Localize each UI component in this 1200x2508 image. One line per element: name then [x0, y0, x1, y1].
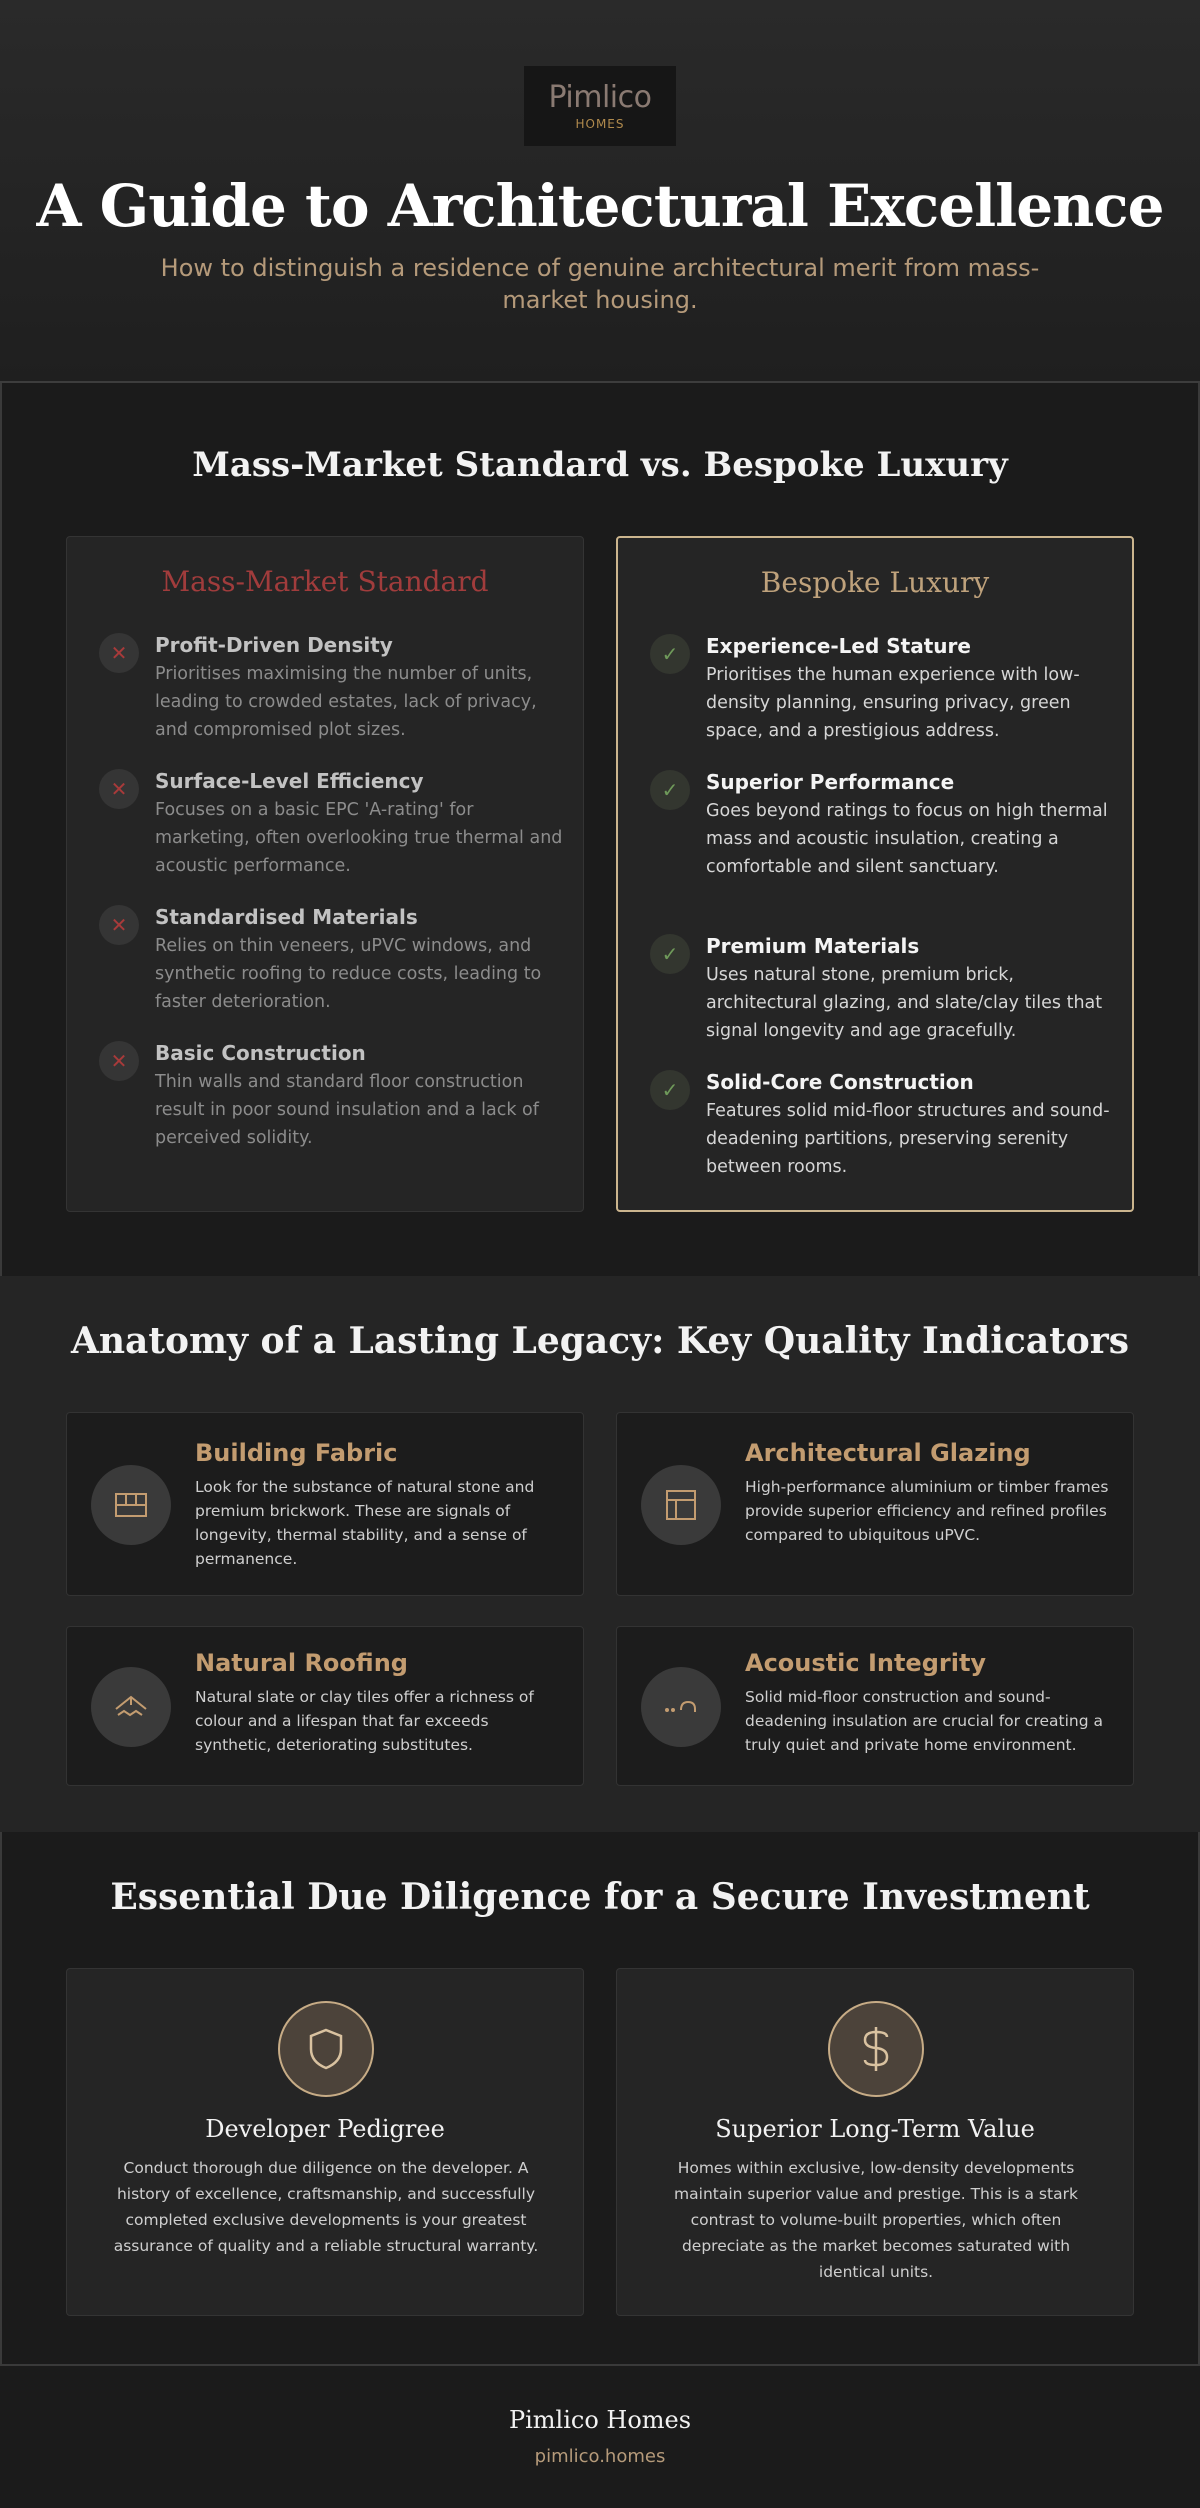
page-title: A Guide to Architectural Excellence — [36, 172, 1164, 240]
bricks-icon — [91, 1465, 171, 1545]
mass-item-body: Focuses on a basic EPC 'A-rating' for marketing, often overlooking true thermal and acoustic performance. — [155, 800, 563, 876]
indicator-card — [66, 1626, 584, 1786]
indicator-title: Architectural Glazing — [745, 1439, 1031, 1467]
indicator-body: Natural slate or clay tiles offer a richness of colour and a lifespan that far exceeds synthetic, deteriorating substitutes. — [195, 1688, 534, 1754]
mass-market-card — [66, 536, 584, 1212]
mass-item-title: Surface-Level Efficiency — [155, 769, 424, 793]
diligence-card-body: Conduct thorough due diligence on the developer. A history of excellence, craftsmanship, and successfully completed exclusive developments is your greatest assurance of quality and a reliable structural warranty. — [113, 2159, 539, 2255]
page-subtitle: How to distinguish a residence of genuine architectural merit from mass-market housing. — [160, 254, 1040, 314]
luxury-item-body: Features solid mid-floor structures and sound-deadening partitions, preserving serenity between rooms. — [706, 1101, 1110, 1177]
mass-market-heading: Mass-Market Standard — [161, 565, 489, 598]
indicator-card — [616, 1412, 1134, 1596]
indicator-body: High-performance aluminium or timber frames provide superior efficiency and refined profiles compared to ubiquitous uPVC. — [745, 1478, 1109, 1544]
luxury-item-title: Superior Performance — [706, 770, 955, 794]
indicator-card — [616, 1626, 1134, 1786]
indicator-body: Look for the substance of natural stone and premium brickwork. These are signals of longevity, thermal stability, and a sense of permanence. — [195, 1478, 535, 1568]
logo[interactable] — [524, 66, 676, 146]
diligence-card-title: Developer Pedigree — [205, 2115, 445, 2143]
mass-item-title: Profit-Driven Density — [155, 633, 393, 657]
indicator-title: Natural Roofing — [195, 1649, 408, 1677]
roof-icon — [91, 1667, 171, 1747]
luxury-item-body: Goes beyond ratings to focus on high thermal mass and acoustic insulation, creating a comfortable and silent sanctuary. — [706, 801, 1108, 877]
quality-indicators-section — [0, 1276, 1200, 1832]
footer-brand: Pimlico Homes — [508, 2406, 692, 2434]
bespoke-luxury-card — [616, 536, 1134, 1212]
dollar-icon — [828, 2001, 924, 2097]
mass-item-body: Thin walls and standard floor construction result in poor sound insulation and a lack of perceived solidity. — [155, 1072, 539, 1148]
diligence-card — [616, 1968, 1134, 2316]
luxury-item-title: Premium Materials — [706, 934, 920, 958]
diligence-card — [66, 1968, 584, 2316]
ear-icon — [641, 1667, 721, 1747]
x-icon: ✕ — [99, 905, 139, 945]
luxury-item-title: Experience-Led Stature — [706, 634, 971, 658]
check-icon: ✓ — [650, 634, 690, 674]
logo-subtitle: HOMES — [575, 117, 625, 131]
diligence-card-title: Superior Long-Term Value — [715, 2115, 1035, 2143]
diligence-title: Essential Due Diligence for a Secure Investment — [110, 1876, 1090, 1918]
x-icon: ✕ — [99, 769, 139, 809]
check-icon: ✓ — [650, 1070, 690, 1110]
luxury-item-body: Prioritises the human experience with low-density planning, ensuring privacy, green space, and a prestigious address. — [706, 665, 1080, 741]
indicator-card — [66, 1412, 584, 1596]
check-icon: ✓ — [650, 934, 690, 974]
luxury-item-body: Uses natural stone, premium brick, architectural glazing, and slate/clay tiles that signal longevity and age gracefully. — [706, 965, 1103, 1041]
window-icon — [641, 1465, 721, 1545]
bespoke-luxury-heading: Bespoke Luxury — [760, 566, 990, 599]
shield-icon — [278, 2001, 374, 2097]
mass-item-body: Relies on thin veneers, uPVC windows, and synthetic roofing to reduce costs, leading to faster deterioration. — [155, 936, 542, 1012]
indicators-title: Anatomy of a Lasting Legacy: Key Quality Indicators — [70, 1320, 1130, 1362]
footer — [0, 2364, 1200, 2508]
x-icon: ✕ — [99, 1041, 139, 1081]
diligence-card-body: Homes within exclusive, low-density developments maintain superior value and prestige. This is a stark contrast to volume-built properties, which often depreciate as the market becomes saturated with identical units. — [674, 2159, 1078, 2281]
x-icon: ✕ — [99, 633, 139, 673]
mass-item-title: Standardised Materials — [155, 905, 418, 929]
check-icon: ✓ — [650, 770, 690, 810]
indicator-title: Building Fabric — [195, 1439, 398, 1467]
mass-item-title: Basic Construction — [155, 1041, 366, 1065]
hero-header — [0, 0, 1200, 383]
luxury-item-title: Solid-Core Construction — [706, 1070, 974, 1094]
logo-name: Pimlico — [548, 80, 652, 115]
comparison-title: Mass-Market Standard vs. Bespoke Luxury — [192, 445, 1008, 485]
indicator-title: Acoustic Integrity — [745, 1649, 987, 1677]
indicator-body: Solid mid-floor construction and sound-deadening insulation are crucial for creating a truly quiet and private home environment. — [745, 1688, 1103, 1754]
footer-link[interactable]: pimlico.homes — [534, 2446, 666, 2467]
mass-item-body: Prioritises maximising the number of units, leading to crowded estates, lack of privacy, and compromised plot sizes. — [155, 664, 537, 740]
